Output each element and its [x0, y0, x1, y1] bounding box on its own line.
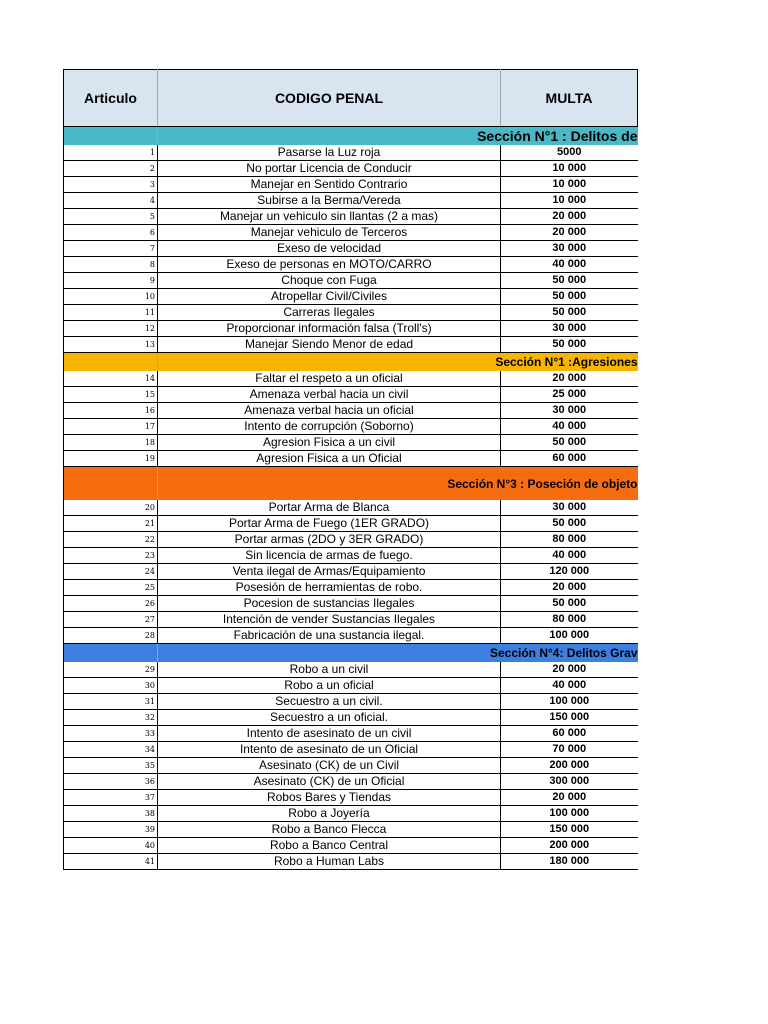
offense-description: Proporcionar información falsa (Troll's) — [158, 321, 501, 337]
article-number: 14 — [64, 371, 158, 387]
fine-amount: 150 000 — [501, 710, 638, 726]
fine-amount: 10 000 — [501, 193, 638, 209]
offense-description: Robo a un oficial — [158, 678, 501, 694]
article-number: 12 — [64, 321, 158, 337]
offense-description: Faltar el respeto a un oficial — [158, 371, 501, 387]
fine-amount: 30 000 — [501, 321, 638, 337]
offense-description: Sin licencia de armas de fuego. — [158, 548, 501, 564]
offense-description: Amenaza verbal hacia un oficial — [158, 403, 501, 419]
table-row — [64, 532, 638, 548]
article-number: 9 — [64, 273, 158, 289]
article-number: 6 — [64, 225, 158, 241]
table-row — [64, 241, 638, 257]
article-number: 10 — [64, 289, 158, 305]
article-number: 5 — [64, 209, 158, 225]
offense-description: Pasarse la Luz roja — [158, 145, 501, 161]
article-number: 39 — [64, 822, 158, 838]
offense-description: Subirse a la Berma/Vereda — [158, 193, 501, 209]
table-row — [64, 758, 638, 774]
table-row — [64, 822, 638, 838]
fine-amount: 100 000 — [501, 628, 638, 644]
column-header-articulo: Articulo — [64, 70, 158, 127]
table-row — [64, 225, 638, 241]
article-number: 25 — [64, 580, 158, 596]
table-row — [64, 774, 638, 790]
penal-code-table — [63, 69, 638, 870]
table-row — [64, 628, 638, 644]
article-number: 27 — [64, 612, 158, 628]
fine-amount: 20 000 — [501, 662, 638, 678]
fine-amount: 300 000 — [501, 774, 638, 790]
fine-amount: 100 000 — [501, 806, 638, 822]
table-row — [64, 403, 638, 419]
offense-description: Agresion Fisica a un civil — [158, 435, 501, 451]
column-header-codigo-penal: CODIGO PENAL — [158, 70, 501, 127]
article-number: 18 — [64, 435, 158, 451]
section-band — [64, 644, 158, 663]
article-number: 22 — [64, 532, 158, 548]
fine-amount: 5000 — [501, 145, 638, 161]
section-band — [64, 127, 158, 146]
offense-description: Venta ilegal de Armas/Equipamiento — [158, 564, 501, 580]
fine-amount: 10 000 — [501, 161, 638, 177]
fine-amount: 50 000 — [501, 305, 638, 321]
article-number: 31 — [64, 694, 158, 710]
offense-description: Portar Arma de Fuego (1ER GRADO) — [158, 516, 501, 532]
section-band — [64, 467, 158, 501]
table-row — [64, 451, 638, 467]
section-header-row — [64, 127, 638, 146]
section-title: Sección N°1 :Agresiones — [158, 353, 638, 372]
table-row — [64, 838, 638, 854]
table-row — [64, 564, 638, 580]
penal-code-table-container — [63, 69, 637, 870]
section-title: Sección N°1 : Delitos de — [158, 127, 638, 146]
fine-amount: 80 000 — [501, 612, 638, 628]
table-row — [64, 257, 638, 273]
offense-description: Fabricación de una sustancia ilegal. — [158, 628, 501, 644]
fine-amount: 40 000 — [501, 548, 638, 564]
table-row — [64, 371, 638, 387]
article-number: 37 — [64, 790, 158, 806]
table-row — [64, 854, 638, 870]
table-row — [64, 193, 638, 209]
table-row — [64, 662, 638, 678]
article-number: 23 — [64, 548, 158, 564]
fine-amount: 200 000 — [501, 838, 638, 854]
section-header-row — [64, 467, 638, 501]
table-row — [64, 177, 638, 193]
offense-description: Exeso de velocidad — [158, 241, 501, 257]
article-number: 15 — [64, 387, 158, 403]
table-row — [64, 580, 638, 596]
table-header-row — [64, 70, 638, 127]
article-number: 19 — [64, 451, 158, 467]
fine-amount: 10 000 — [501, 177, 638, 193]
section-title: Sección N°3 : Poseción de objeto — [158, 467, 638, 501]
offense-description: Intento de asesinato de un Oficial — [158, 742, 501, 758]
fine-amount: 20 000 — [501, 580, 638, 596]
article-number: 26 — [64, 596, 158, 612]
fine-amount: 60 000 — [501, 726, 638, 742]
fine-amount: 30 000 — [501, 241, 638, 257]
offense-description: Pocesion de sustancias Ilegales — [158, 596, 501, 612]
table-row — [64, 435, 638, 451]
offense-description: Robo a Banco Central — [158, 838, 501, 854]
article-number: 34 — [64, 742, 158, 758]
fine-amount: 20 000 — [501, 790, 638, 806]
fine-amount: 40 000 — [501, 419, 638, 435]
article-number: 40 — [64, 838, 158, 854]
offense-description: Asesinato (CK) de un Oficial — [158, 774, 501, 790]
offense-description: Intención de vender Sustancias Ilegales — [158, 612, 501, 628]
fine-amount: 40 000 — [501, 257, 638, 273]
table-row — [64, 710, 638, 726]
offense-description: Intento de corrupción (Soborno) — [158, 419, 501, 435]
offense-description: Manejar un vehiculo sin llantas (2 a mas) — [158, 209, 501, 225]
table-row — [64, 596, 638, 612]
fine-amount: 40 000 — [501, 678, 638, 694]
offense-description: Robo a un civil — [158, 662, 501, 678]
fine-amount: 20 000 — [501, 209, 638, 225]
table-row — [64, 273, 638, 289]
article-number: 2 — [64, 161, 158, 177]
section-band — [64, 353, 158, 372]
fine-amount: 50 000 — [501, 596, 638, 612]
article-number: 28 — [64, 628, 158, 644]
table-row — [64, 321, 638, 337]
fine-amount: 80 000 — [501, 532, 638, 548]
table-row — [64, 337, 638, 353]
fine-amount: 25 000 — [501, 387, 638, 403]
table-row — [64, 500, 638, 516]
offense-description: No portar Licencia de Conducir — [158, 161, 501, 177]
fine-amount: 50 000 — [501, 337, 638, 353]
offense-description: Atropellar Civil/Civiles — [158, 289, 501, 305]
offense-description: Intento de asesinato de un civil — [158, 726, 501, 742]
fine-amount: 50 000 — [501, 289, 638, 305]
article-number: 36 — [64, 774, 158, 790]
article-number: 24 — [64, 564, 158, 580]
fine-amount: 50 000 — [501, 435, 638, 451]
offense-description: Robo a Joyería — [158, 806, 501, 822]
offense-description: Manejar vehiculo de Terceros — [158, 225, 501, 241]
table-row — [64, 516, 638, 532]
section-header-row — [64, 353, 638, 372]
article-number: 16 — [64, 403, 158, 419]
table-row — [64, 678, 638, 694]
offense-description: Robo a Banco Flecca — [158, 822, 501, 838]
article-number: 21 — [64, 516, 158, 532]
fine-amount: 20 000 — [501, 371, 638, 387]
table-row — [64, 419, 638, 435]
section-title: Sección N°4: Delitos Grav — [158, 644, 638, 663]
fine-amount: 50 000 — [501, 516, 638, 532]
table-row — [64, 305, 638, 321]
offense-description: Exeso de personas en MOTO/CARRO — [158, 257, 501, 273]
offense-description: Robos Bares y Tiendas — [158, 790, 501, 806]
fine-amount: 30 000 — [501, 403, 638, 419]
fine-amount: 180 000 — [501, 854, 638, 870]
table-row — [64, 387, 638, 403]
offense-description: Robo a Human Labs — [158, 854, 501, 870]
offense-description: Choque con Fuga — [158, 273, 501, 289]
offense-description: Manejar en Sentido Contrario — [158, 177, 501, 193]
fine-amount: 100 000 — [501, 694, 638, 710]
section-header-row — [64, 644, 638, 663]
article-number: 30 — [64, 678, 158, 694]
offense-description: Portar armas (2DO y 3ER GRADO) — [158, 532, 501, 548]
fine-amount: 20 000 — [501, 225, 638, 241]
offense-description: Posesión de herramientas de robo. — [158, 580, 501, 596]
fine-amount: 120 000 — [501, 564, 638, 580]
table-row — [64, 612, 638, 628]
table-row — [64, 209, 638, 225]
offense-description: Secuestro a un oficial. — [158, 710, 501, 726]
article-number: 8 — [64, 257, 158, 273]
offense-description: Portar Arma de Blanca — [158, 500, 501, 516]
article-number: 17 — [64, 419, 158, 435]
offense-description: Asesinato (CK) de un Civil — [158, 758, 501, 774]
article-number: 32 — [64, 710, 158, 726]
article-number: 38 — [64, 806, 158, 822]
offense-description: Secuestro a un civil. — [158, 694, 501, 710]
table-row — [64, 806, 638, 822]
article-number: 35 — [64, 758, 158, 774]
article-number: 41 — [64, 854, 158, 870]
fine-amount: 30 000 — [501, 500, 638, 516]
article-number: 7 — [64, 241, 158, 257]
article-number: 3 — [64, 177, 158, 193]
offense-description: Amenaza verbal hacia un civil — [158, 387, 501, 403]
fine-amount: 70 000 — [501, 742, 638, 758]
table-row — [64, 289, 638, 305]
fine-amount: 200 000 — [501, 758, 638, 774]
table-row — [64, 726, 638, 742]
table-body — [64, 127, 638, 870]
article-number: 1 — [64, 145, 158, 161]
table-row — [64, 145, 638, 161]
article-number: 33 — [64, 726, 158, 742]
table-row — [64, 790, 638, 806]
article-number: 13 — [64, 337, 158, 353]
article-number: 29 — [64, 662, 158, 678]
article-number: 4 — [64, 193, 158, 209]
column-header-multa: MULTA — [501, 70, 638, 127]
article-number: 20 — [64, 500, 158, 516]
offense-description: Agresion Fisica a un Oficial — [158, 451, 501, 467]
fine-amount: 150 000 — [501, 822, 638, 838]
table-row — [64, 742, 638, 758]
article-number: 11 — [64, 305, 158, 321]
fine-amount: 60 000 — [501, 451, 638, 467]
table-row — [64, 694, 638, 710]
offense-description: Manejar Siendo Menor de edad — [158, 337, 501, 353]
fine-amount: 50 000 — [501, 273, 638, 289]
table-row — [64, 161, 638, 177]
offense-description: Carreras Ilegales — [158, 305, 501, 321]
table-row — [64, 548, 638, 564]
